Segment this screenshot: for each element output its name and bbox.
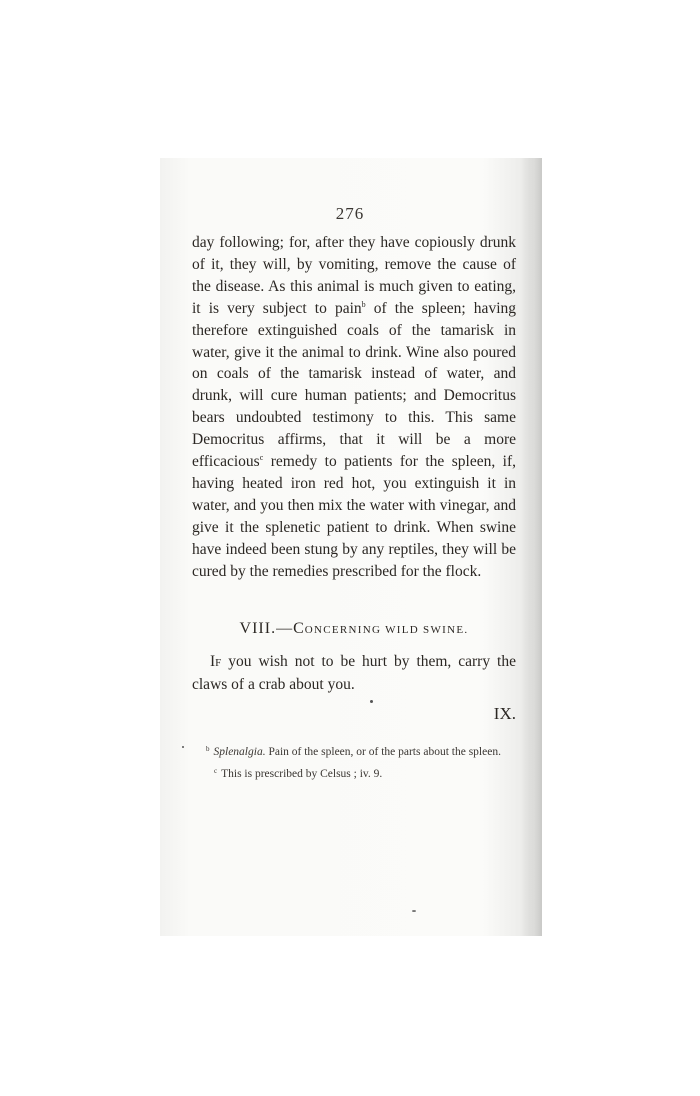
footnote-ref-b: b xyxy=(361,299,366,309)
page-number: 276 xyxy=(335,204,365,223)
footnote-b-text: Pain of the spleen, or of the parts about the spleen. xyxy=(265,746,501,758)
footnote-b-mark: b xyxy=(206,745,210,753)
paragraph2-initial: I xyxy=(210,653,216,670)
paragraph-text-3: remedy to patients for the spleen, if, having heated iron red hot, you extinguish it in water, and you then mix the water with vinegar, and give it the splenetic patient to drink. When swine have indeed been stung by any reptiles, they will be cured by the remedies prescribed for the flock. xyxy=(192,453,516,580)
heading-rest: ONCERNING WILD SWINE. xyxy=(304,624,469,636)
footnote-c-mark: c xyxy=(214,767,218,775)
catchword: IX. xyxy=(493,704,516,723)
main-paragraph xyxy=(192,232,516,583)
paragraph2-text: you wish not to be hurt by them, carry the claws of a crab about you. xyxy=(192,653,516,693)
heading-numeral: VIII.— xyxy=(239,620,294,637)
second-paragraph xyxy=(192,651,516,696)
ink-speck xyxy=(370,700,373,703)
footnote-b-term: Splenalgia. xyxy=(213,746,266,758)
heading-first-letter: C xyxy=(293,620,305,637)
footnote-c xyxy=(192,762,516,784)
footnote-ref-c: c xyxy=(259,453,264,463)
page-gutter-shadow xyxy=(522,158,542,936)
ink-speck xyxy=(412,910,416,912)
footnote-c-text: This is prescribed by Celsus ; iv. 9. xyxy=(221,768,383,780)
footnotes xyxy=(192,740,516,784)
footnote-b xyxy=(192,740,516,762)
ink-speck xyxy=(182,746,184,748)
paragraph-text-1: day following; for, after they have copiously drunk of it, they will, by vomiting, remove the cause of the disease. As this animal is much given to eating, it is very subject to pain xyxy=(192,234,516,317)
paragraph2-initial-rest: F xyxy=(215,657,222,669)
section-heading xyxy=(192,620,516,638)
paragraph-text-2: of the spleen; having therefore extinguished coals of the tamarisk in water, give it the animal to drink. Wine also poured on coals of the tamarisk instead of water, and drunk, will cure human patients; and Democritus bears undoubted testimony to this. This same Democritus affirms, that it will be a more efficacious xyxy=(192,299,516,471)
